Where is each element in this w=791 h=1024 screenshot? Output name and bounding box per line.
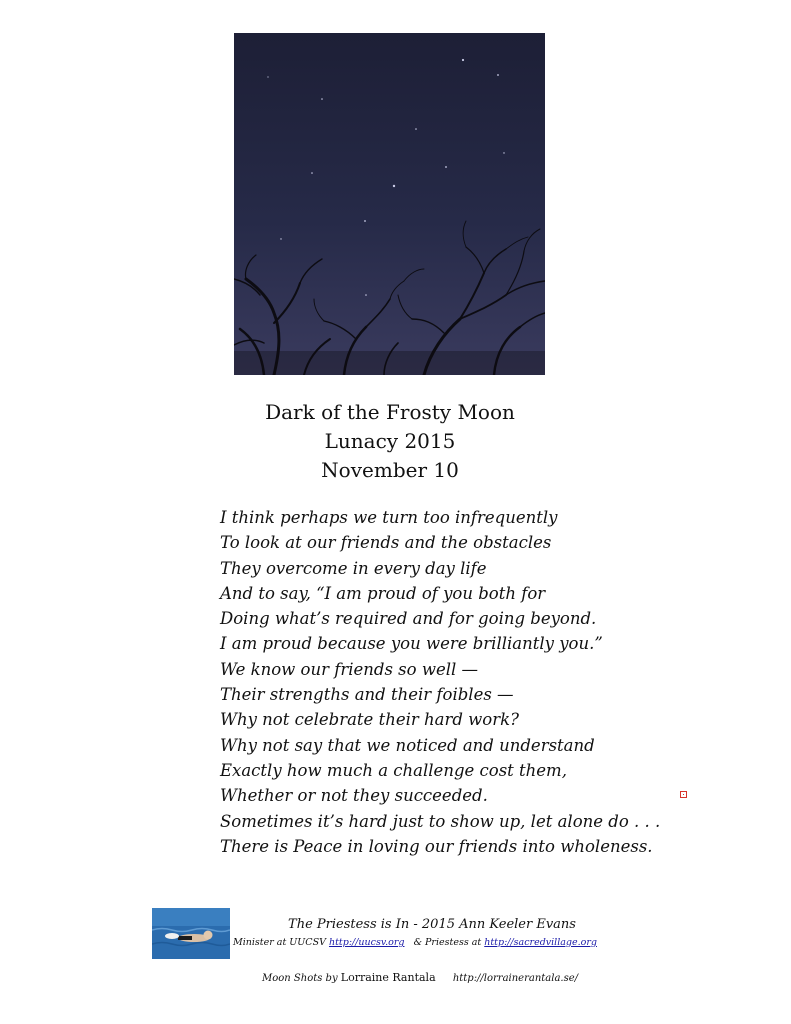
night-sky-photo — [234, 33, 545, 375]
photographer-name: Lorraine Rantala — [340, 971, 436, 984]
poem-line: I think perhaps we turn too infrequently — [220, 508, 558, 527]
sacredvillage-link[interactable]: http://sacredvillage.org — [484, 937, 597, 948]
poem-line: Why not celebrate their hard work? — [220, 710, 519, 730]
poem-line: They overcome in every day life — [220, 558, 487, 578]
poem-line: Why not say that we noticed and understand — [220, 735, 595, 755]
poem-line: There is Peace in loving our friends into wholeness. — [220, 836, 653, 856]
priestess-label: & Priestess at — [413, 937, 482, 948]
poem-line: We know our friends so well — — [220, 659, 479, 679]
minister-label: Minister at UUCSV — [233, 937, 326, 948]
poem-line: To look at our friends and the obstacles — [220, 533, 552, 553]
poem-line: Their strengths and their foibles — — [220, 685, 514, 705]
poem-line: And to say, “I am proud of you both for — [220, 583, 546, 603]
poem-line: I am proud because you were brilliantly you.” — [220, 634, 603, 654]
annotation-marker-icon[interactable] — [680, 791, 687, 798]
author-thumbnail — [152, 908, 230, 959]
poem-line: Exactly how much a challenge cost them, — [220, 760, 567, 780]
poem-title: Dark of the Frosty Moon — [265, 400, 515, 424]
poem-title-block — [150, 398, 630, 485]
moon-shots-credit — [262, 971, 642, 986]
night-sky-image — [234, 33, 545, 375]
footer-affiliations — [233, 937, 633, 949]
poem-line: Whether or not they succeeded. — [220, 786, 488, 806]
footer-credit: The Priestess is In - 2015 Ann Keeler Evans — [288, 917, 576, 932]
uucsv-link[interactable]: http://uucsv.org — [328, 937, 405, 948]
poem-line: Sometimes it’s hard just to show up, let alone do . . . — [220, 811, 661, 831]
person-floating-in-water-icon — [152, 908, 230, 959]
poem-date: November 10 — [321, 458, 459, 482]
poem-line: Doing what’s required and for going beyond. — [220, 609, 597, 629]
photographer-url: http://lorrainerantala.se/ — [452, 973, 579, 984]
poem-series: Lunacy 2015 — [324, 429, 456, 453]
poem-body — [220, 505, 680, 859]
moon-shots-label: Moon Shots by — [262, 973, 338, 984]
